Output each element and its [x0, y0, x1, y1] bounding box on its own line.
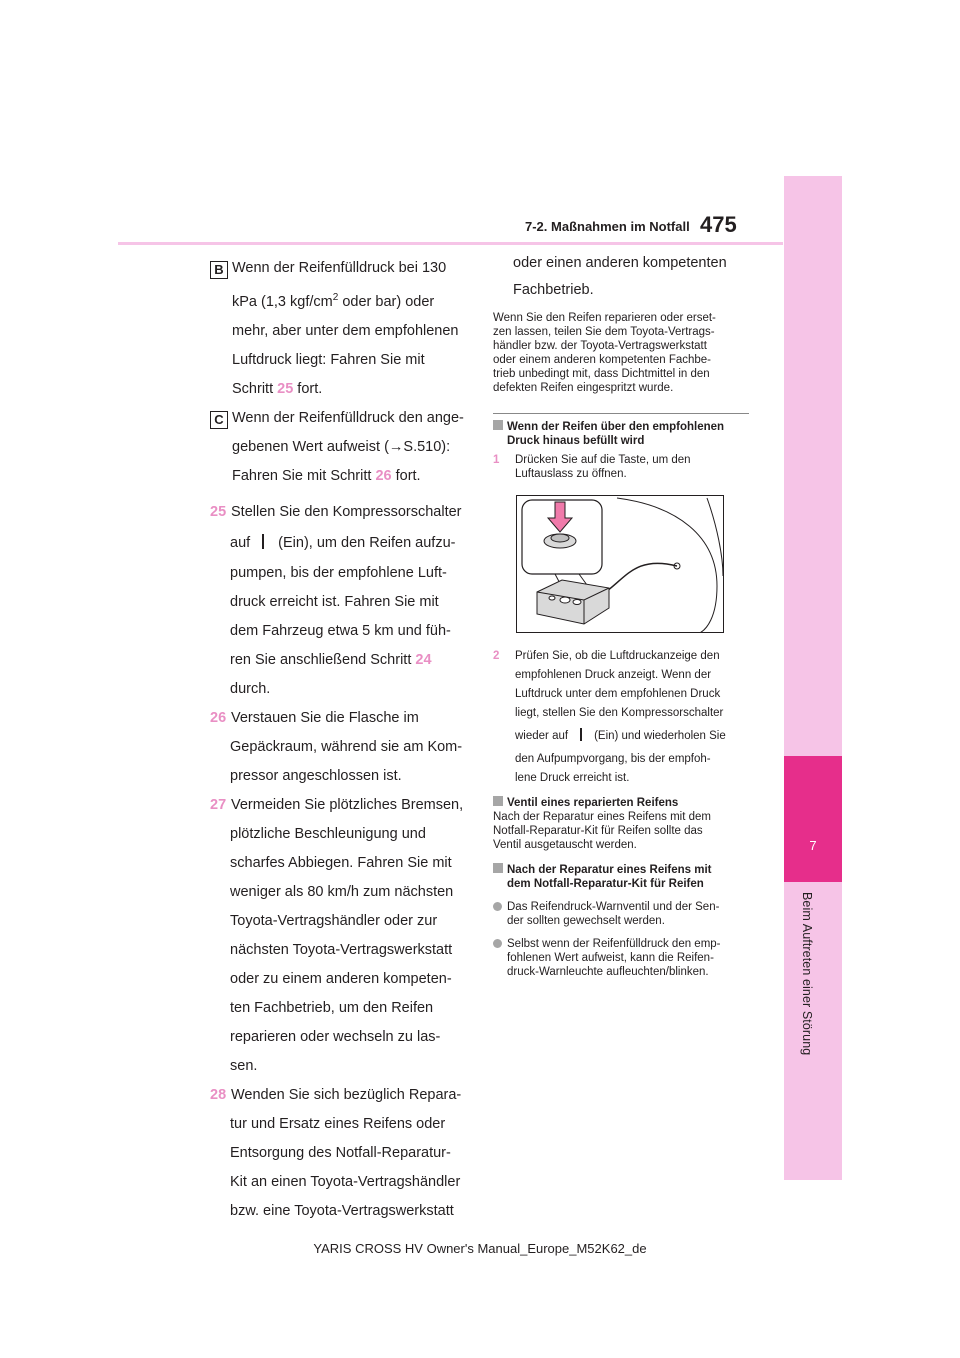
item-text: lene Druck erreicht ist. [515, 772, 630, 784]
item-text: liegt, stellen Sie den Kompressorschalter [515, 707, 724, 719]
valve-note: Nach der Reparatur eines Reifens mit dem Notfall-Reparatur-Kit für Reifen sollte das Ventil ausgetauscht werden. [493, 811, 711, 851]
bullet-item [493, 900, 749, 928]
instruction-item-2 [493, 647, 749, 788]
case-b-line: Luftdruck liegt: Fahren Sie mit [232, 351, 425, 368]
step-line: bzw. eine Toyota-Vertragswerkstatt [230, 1203, 454, 1220]
step-line: druck erreicht ist. Fahren Sie mit [230, 594, 439, 611]
square-bullet-icon [493, 796, 503, 806]
marker-b: B [210, 261, 228, 279]
section-heading-overfilled [493, 420, 749, 448]
step-line: Kit an einen Toyota-Vertragshändler [230, 1174, 461, 1191]
bullet-text: Selbst wenn der Reifenfülldruck den emp- fohlenen Wert aufweist, kann die Reifen- druck-Warnleuchte aufleuchten/blinken. [507, 938, 721, 978]
superscript: 2 [332, 292, 339, 303]
square-bullet-icon [493, 420, 503, 430]
page-number: 475 [700, 212, 737, 237]
power-on-icon [262, 534, 264, 549]
item-text: (Ein) und wiederholen Sie [594, 730, 726, 742]
power-on-icon [580, 728, 582, 741]
step-line: sen. [230, 1058, 258, 1075]
item-text: Drücken Sie auf die Taste, um den Luftauslass zu öffnen. [515, 454, 691, 480]
section-divider [493, 413, 749, 414]
case-c-line: Fahren Sie mit Schritt [232, 467, 376, 484]
step-reference: 24 [415, 652, 432, 669]
section-heading-valve [493, 796, 749, 810]
step-line: Vermeiden Sie plötzliches Bremsen, [231, 797, 464, 814]
step-line: plötzliche Beschleunigung und [230, 826, 426, 843]
step-line: Stellen Sie den Kompressorschalter [231, 504, 462, 521]
case-c-line: fort. [391, 467, 421, 484]
right-column [493, 252, 749, 979]
step-number: 25 [210, 504, 227, 521]
step-line: ren Sie anschließend Schritt [230, 652, 416, 669]
step-line: pressor angeschlossen ist. [230, 768, 402, 785]
step-number: 26 [210, 710, 227, 727]
step-reference: 25 [277, 380, 294, 397]
item-text: wieder auf [515, 730, 569, 742]
header-rule [118, 242, 783, 245]
compressor-drawing [517, 496, 724, 633]
chapter-side-tab [784, 176, 842, 1180]
step-line: weniger als 80 km/h zum nächsten [230, 884, 454, 901]
case-c-line: gebenen Wert aufweist (→S.510): [232, 438, 451, 455]
step-28 [210, 1084, 472, 1224]
item-text: empfohlenen Druck anzeigt. Wenn der [515, 669, 712, 681]
continued-text: Fachbetrieb. [513, 281, 594, 298]
step-line: (Ein), um den Reifen aufzu- [278, 534, 456, 551]
case-b-line: Wenn der Reifenfülldruck bei 130 [232, 260, 447, 276]
item-text: Prüfen Sie, ob die Luftdruckanzeige den [515, 650, 720, 662]
item-text: den Aufpumpvorgang, bis der empfoh- [515, 753, 711, 765]
case-b [210, 257, 472, 401]
chapter-number: 7 [809, 838, 817, 853]
step-reference: 26 [375, 467, 392, 484]
step-25 [210, 501, 472, 702]
left-column [210, 257, 472, 1229]
heading-text: Ventil eines reparierten Reifens [507, 797, 679, 809]
step-line: durch. [230, 681, 271, 698]
case-c-line: Wenn der Reifenfülldruck den ange- [232, 409, 464, 426]
step-line: pumpen, bis der empfohlene Luft- [230, 565, 447, 582]
instruction-item-1 [493, 453, 749, 481]
round-bullet-icon [493, 902, 502, 911]
step-number: 27 [210, 797, 227, 814]
compressor-illustration [516, 495, 724, 633]
chapter-number-box [784, 756, 842, 882]
step-line: oder zu einem anderen kompeten- [230, 971, 452, 988]
step-line: reparieren oder wechseln zu las- [230, 1029, 441, 1046]
case-b-line: oder bar) oder [338, 293, 435, 310]
step-line: ten Fachbetrieb, um den Reifen [230, 1000, 434, 1017]
heading-text: Wenn der Reifen über den empfohlenen Druck hinaus befüllt wird [507, 421, 725, 447]
bullet-item [493, 937, 749, 979]
bullet-text: Das Reifendruck-Warnventil und der Sen- der sollten gewechselt werden. [507, 901, 720, 927]
continued-text: oder einen anderen kompetenten [513, 255, 727, 271]
case-b-line: Schritt [232, 380, 278, 397]
item-number: 2 [493, 650, 500, 662]
case-b-line: kPa (1,3 kgf/cm [232, 293, 333, 310]
step-line: auf [230, 534, 251, 551]
step-line: Entsorgung des Notfall-Reparatur- [230, 1145, 451, 1162]
item-text: Luftdruck unter dem empfohlenen Druck [515, 688, 721, 700]
step-26 [210, 707, 472, 789]
step-line: nächsten Toyota-Vertragswerkstatt [230, 942, 453, 959]
section-title: 7-2. Maßnahmen im Notfall [525, 219, 690, 234]
step-number: 28 [210, 1087, 227, 1104]
step-line: dem Fahrzeug etwa 5 km und füh- [230, 623, 451, 640]
marker-c: C [210, 411, 228, 429]
section-heading-after-repair [493, 863, 749, 891]
repair-note: Wenn Sie den Reifen reparieren oder erset- zen lassen, teilen Sie dem Toyota-Vertrags- händler bzw. der Toyota-Vertragswerkstatt oder einem anderen kompetenten Fachbe- trieb unbedingt mit, dass Dichtmittel in den defekten Reifen eingespritzt wurde. [493, 312, 716, 394]
step-line: Gepäckraum, während sie am Kom- [230, 739, 463, 756]
step-line: Toyota-Vertragshändler oder zur [230, 913, 438, 930]
case-b-line: mehr, aber unter dem empfohlenen [232, 322, 459, 339]
step-line: scharfes Abbiegen. Fahren Sie mit [230, 855, 452, 872]
step-line: tur und Ersatz eines Reifens oder [230, 1116, 446, 1133]
step-line: Wenden Sie sich bezüglich Repara- [231, 1087, 462, 1104]
square-bullet-icon [493, 863, 503, 873]
round-bullet-icon [493, 939, 502, 948]
item-number: 1 [493, 454, 500, 466]
step-27 [210, 794, 472, 1079]
heading-text: Nach der Reparatur eines Reifens mit dem Notfall-Reparatur-Kit für Reifen [507, 864, 712, 890]
chapter-title: Beim Auftreten einer Störung [800, 892, 814, 1056]
case-b-line: fort. [293, 380, 323, 397]
step-line: Verstauen Sie die Flasche im [231, 710, 419, 727]
footer-manual-id: YARIS CROSS HV Owner's Manual_Europe_M52K62_de [313, 1241, 647, 1256]
case-c [210, 407, 472, 489]
